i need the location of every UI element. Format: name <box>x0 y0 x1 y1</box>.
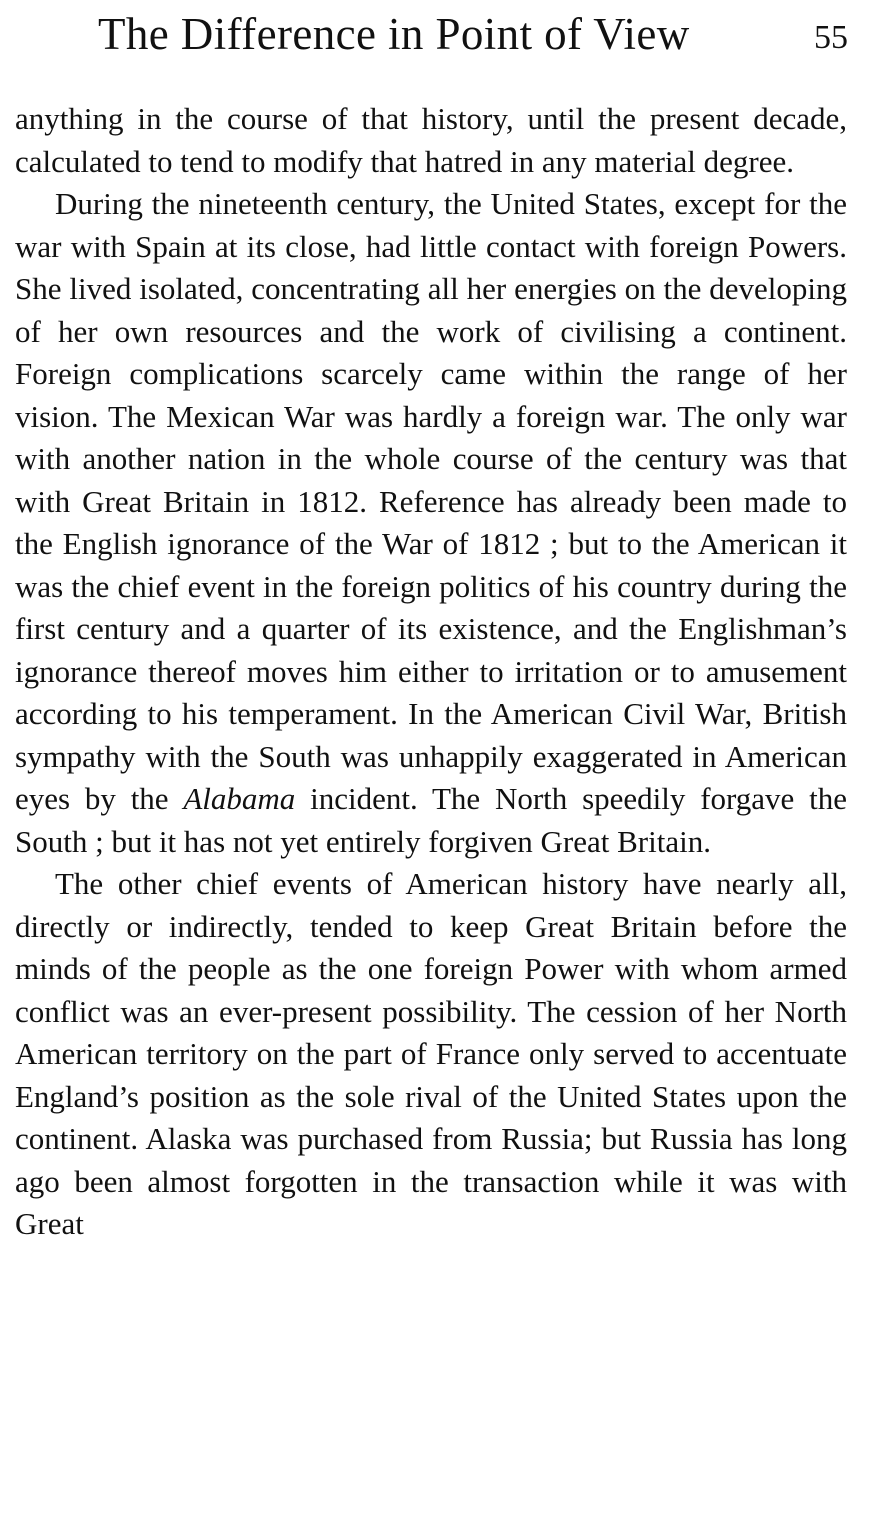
paragraph-text: During the nineteenth century, the United States, except for the war with Spain at its close, had little contact with foreign Powers. She lived isolated, concentrating all her energies on the developing of her own resources and the work of civilising a continent. Foreign complications scarcely came within the range of her vision. The Mexican War was hardly a foreign war. The only war with another nation in the whole course of the century was that with Great Britain in 1812. Reference has already been made to the English ignorance of the War of 1812 ; but to the American it was the chief event in the foreign politics of his country during the first century and a quarter of its existence, and the Englishman’s ignorance thereof moves him either to irritation or to amusement according to his temperament. In the American Civil War, British sympathy with the South was unhappily exaggerated in American eyes by the <box>15 186 847 816</box>
running-title: The Difference in Point of View <box>98 9 690 59</box>
ship-name-italic: Alabama <box>183 781 296 816</box>
paragraph-nineteenth-century <box>15 183 847 863</box>
paragraph-continued: anything in the course of that history, until the present decade, calculated to tend to modify that hatred in any material degree. <box>15 101 847 179</box>
page-number: 55 <box>814 19 848 56</box>
body-text <box>15 98 847 1246</box>
paragraph-text: incident. The North speedily forgave the South ; but it has not yet entirely forgiven Great Britain. <box>15 781 847 859</box>
paragraph-chief-events: The other chief events of American history have nearly all, directly or indirectly, tended to keep Great Britain before the minds of the people as the one foreign Power with whom armed conflict was an ever-present possibility. The cession of her North American territory on the part of France only served to accentuate England’s position as the sole rival of the United States upon the continent. Alaska was purchased from Russia; but Russia has long ago been almost forgotten in the transaction while it was with Great <box>15 866 847 1241</box>
running-head <box>98 8 848 60</box>
